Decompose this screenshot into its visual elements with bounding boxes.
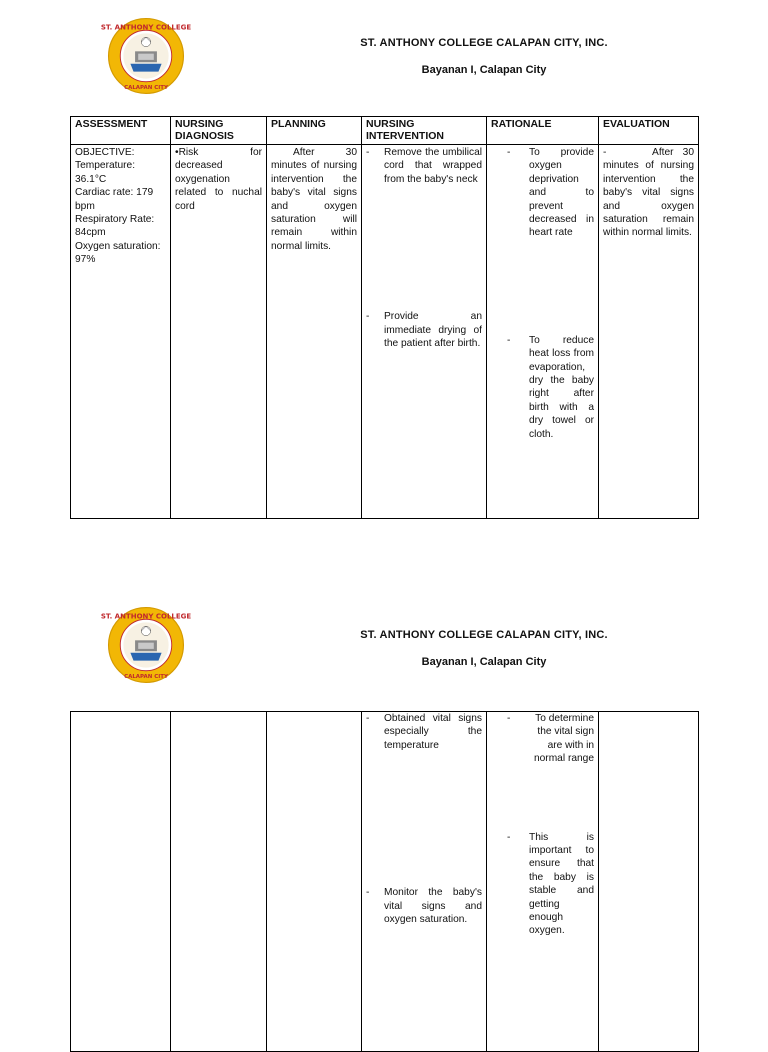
- col-header-rationale: RATIONALE: [487, 117, 599, 145]
- col-header-nursing-intervention: NURSING INTERVENTION: [362, 117, 487, 145]
- rationale-item: - To determine the vital sign are with in normal range: [507, 713, 594, 765]
- svg-text:CALAPAN CITY: CALAPAN CITY: [124, 84, 168, 91]
- svg-text:CALAPAN CITY: CALAPAN CITY: [124, 673, 168, 680]
- assessment-cell: [71, 712, 171, 1052]
- col-header-planning: PLANNING: [267, 117, 362, 145]
- col-header-evaluation: EVALUATION: [599, 117, 699, 145]
- intervention-cell: [362, 145, 487, 519]
- nursing-care-plan-table-continued: [70, 711, 699, 1052]
- nursing-care-plan-table: [70, 116, 699, 519]
- rationale-cell: [487, 145, 599, 519]
- col-header-nursing-diagnosis: NURSING DIAGNOSIS: [171, 117, 267, 145]
- intervention-item: - Provide an immediate drying of the patient after birth.: [366, 311, 482, 350]
- college-name: ST. ANTHONY COLLEGE CALAPAN CITY, INC.: [360, 629, 608, 641]
- assessment-cell: OBJECTIVE: Temperature: 36.1°C Cardiac rate: 179 bpm Respiratory Rate: 84cpm Oxygen saturation: 97%: [71, 145, 171, 519]
- intervention-item: - Obtained vital signs especially the temperature: [366, 713, 482, 751]
- evaluation-cell: [599, 712, 699, 1052]
- college-address: Bayanan I, Calapan City: [421, 656, 547, 668]
- college-seal-logo: [100, 17, 192, 95]
- evaluation-cell: - After 30 minutes of nursing intervention the baby's vital signs and oxygen saturation remain within normal limits.: [599, 145, 699, 519]
- table-header-row: [71, 117, 699, 145]
- intervention-item: - Monitor the baby's vital signs and oxygen saturation.: [366, 887, 482, 926]
- svg-text:ST. ANTHONY COLLEGE: ST. ANTHONY COLLEGE: [100, 22, 192, 32]
- diagnosis-cell: [171, 712, 267, 1052]
- college-seal-logo: [100, 606, 192, 684]
- rationale-item: - To provide oxygen deprivation and to prevent decreased in heart rate: [507, 147, 594, 239]
- diagnosis-cell: •Risk for decreased oxygenation related to nuchal cord: [171, 145, 267, 519]
- college-name: ST. ANTHONY COLLEGE CALAPAN CITY, INC.: [360, 37, 608, 49]
- rationale-cell: [487, 712, 599, 1052]
- rationale-item: - To reduce heat loss from evaporation, dry the baby right after birth with a dry towel or cloth.: [507, 334, 594, 440]
- table-row: [71, 712, 699, 1052]
- svg-text:ST. ANTHONY COLLEGE: ST. ANTHONY COLLEGE: [100, 611, 192, 621]
- planning-cell: After 30 minutes of nursing intervention the baby's vital signs and oxygen saturation will remain within normal limits.: [267, 145, 362, 519]
- college-address: Bayanan I, Calapan City: [421, 64, 547, 76]
- col-header-assessment: ASSESSMENT: [71, 117, 171, 145]
- intervention-item: - Remove the umbilical cord that wrapped from the baby's neck: [366, 147, 482, 185]
- rationale-item: - This is important to ensure that the baby is stable and getting enough oxygen.: [507, 831, 594, 937]
- intervention-cell: [362, 712, 487, 1052]
- table-row: [71, 145, 699, 519]
- planning-cell: [267, 712, 362, 1052]
